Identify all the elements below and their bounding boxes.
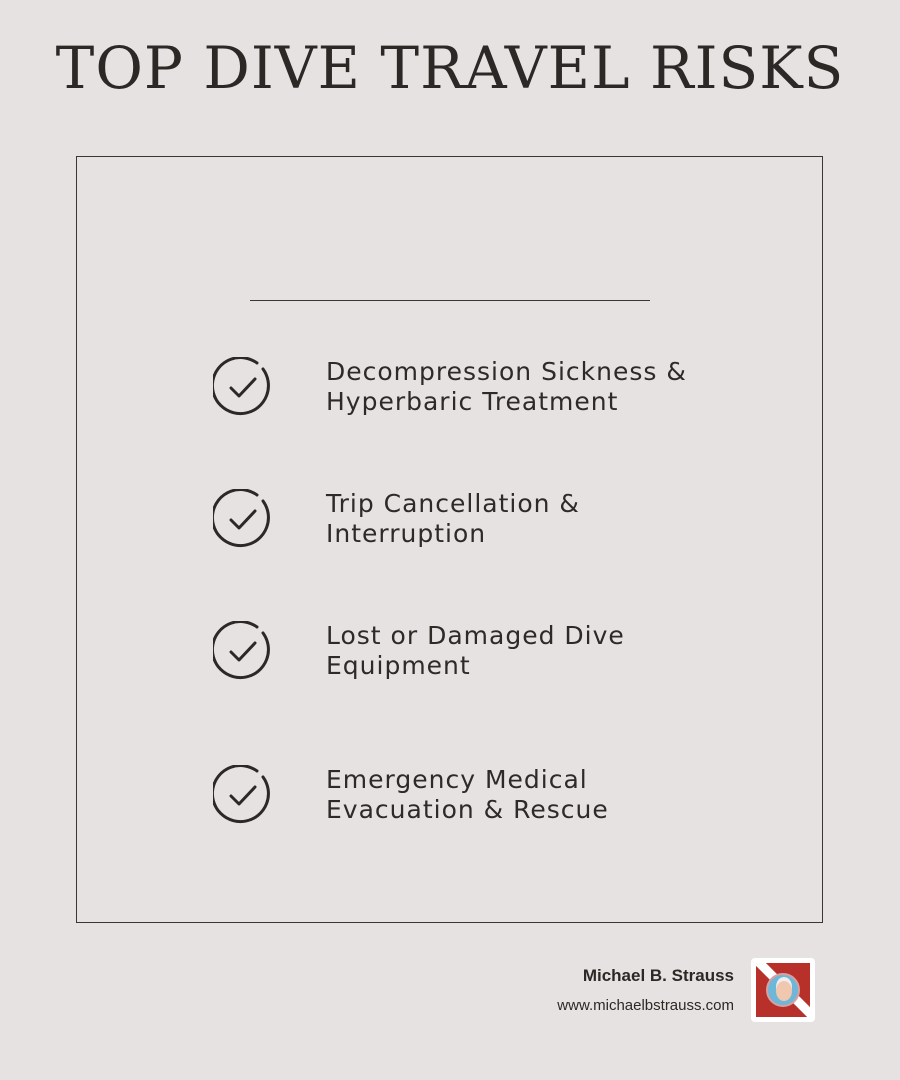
website-url: www.michaelbstrauss.com [557,997,734,1014]
page-title: TOP DIVE TRAVEL RISKS [55,34,845,102]
item-line: Emergency Medical [326,765,588,794]
check-circle-icon [213,621,273,681]
list-item [213,765,609,825]
item-line: Evacuation & Rescue [326,795,609,824]
divider [250,300,650,301]
item-line: Decompression Sickness & [326,357,687,386]
check-circle-icon [213,489,273,549]
item-line: Lost or Damaged Dive [326,621,625,650]
item-line: Hyperbaric Treatment [326,387,619,416]
list-item [213,489,580,549]
item-line: Equipment [326,651,471,680]
author-logo [751,958,815,1022]
author-name: Michael B. Strauss [582,966,734,985]
check-circle-icon [213,357,273,417]
list-item [213,621,625,681]
item-line: Trip Cancellation & [326,489,580,518]
item-line: Interruption [326,519,487,548]
check-circle-icon [213,765,273,825]
list-item [213,357,687,417]
